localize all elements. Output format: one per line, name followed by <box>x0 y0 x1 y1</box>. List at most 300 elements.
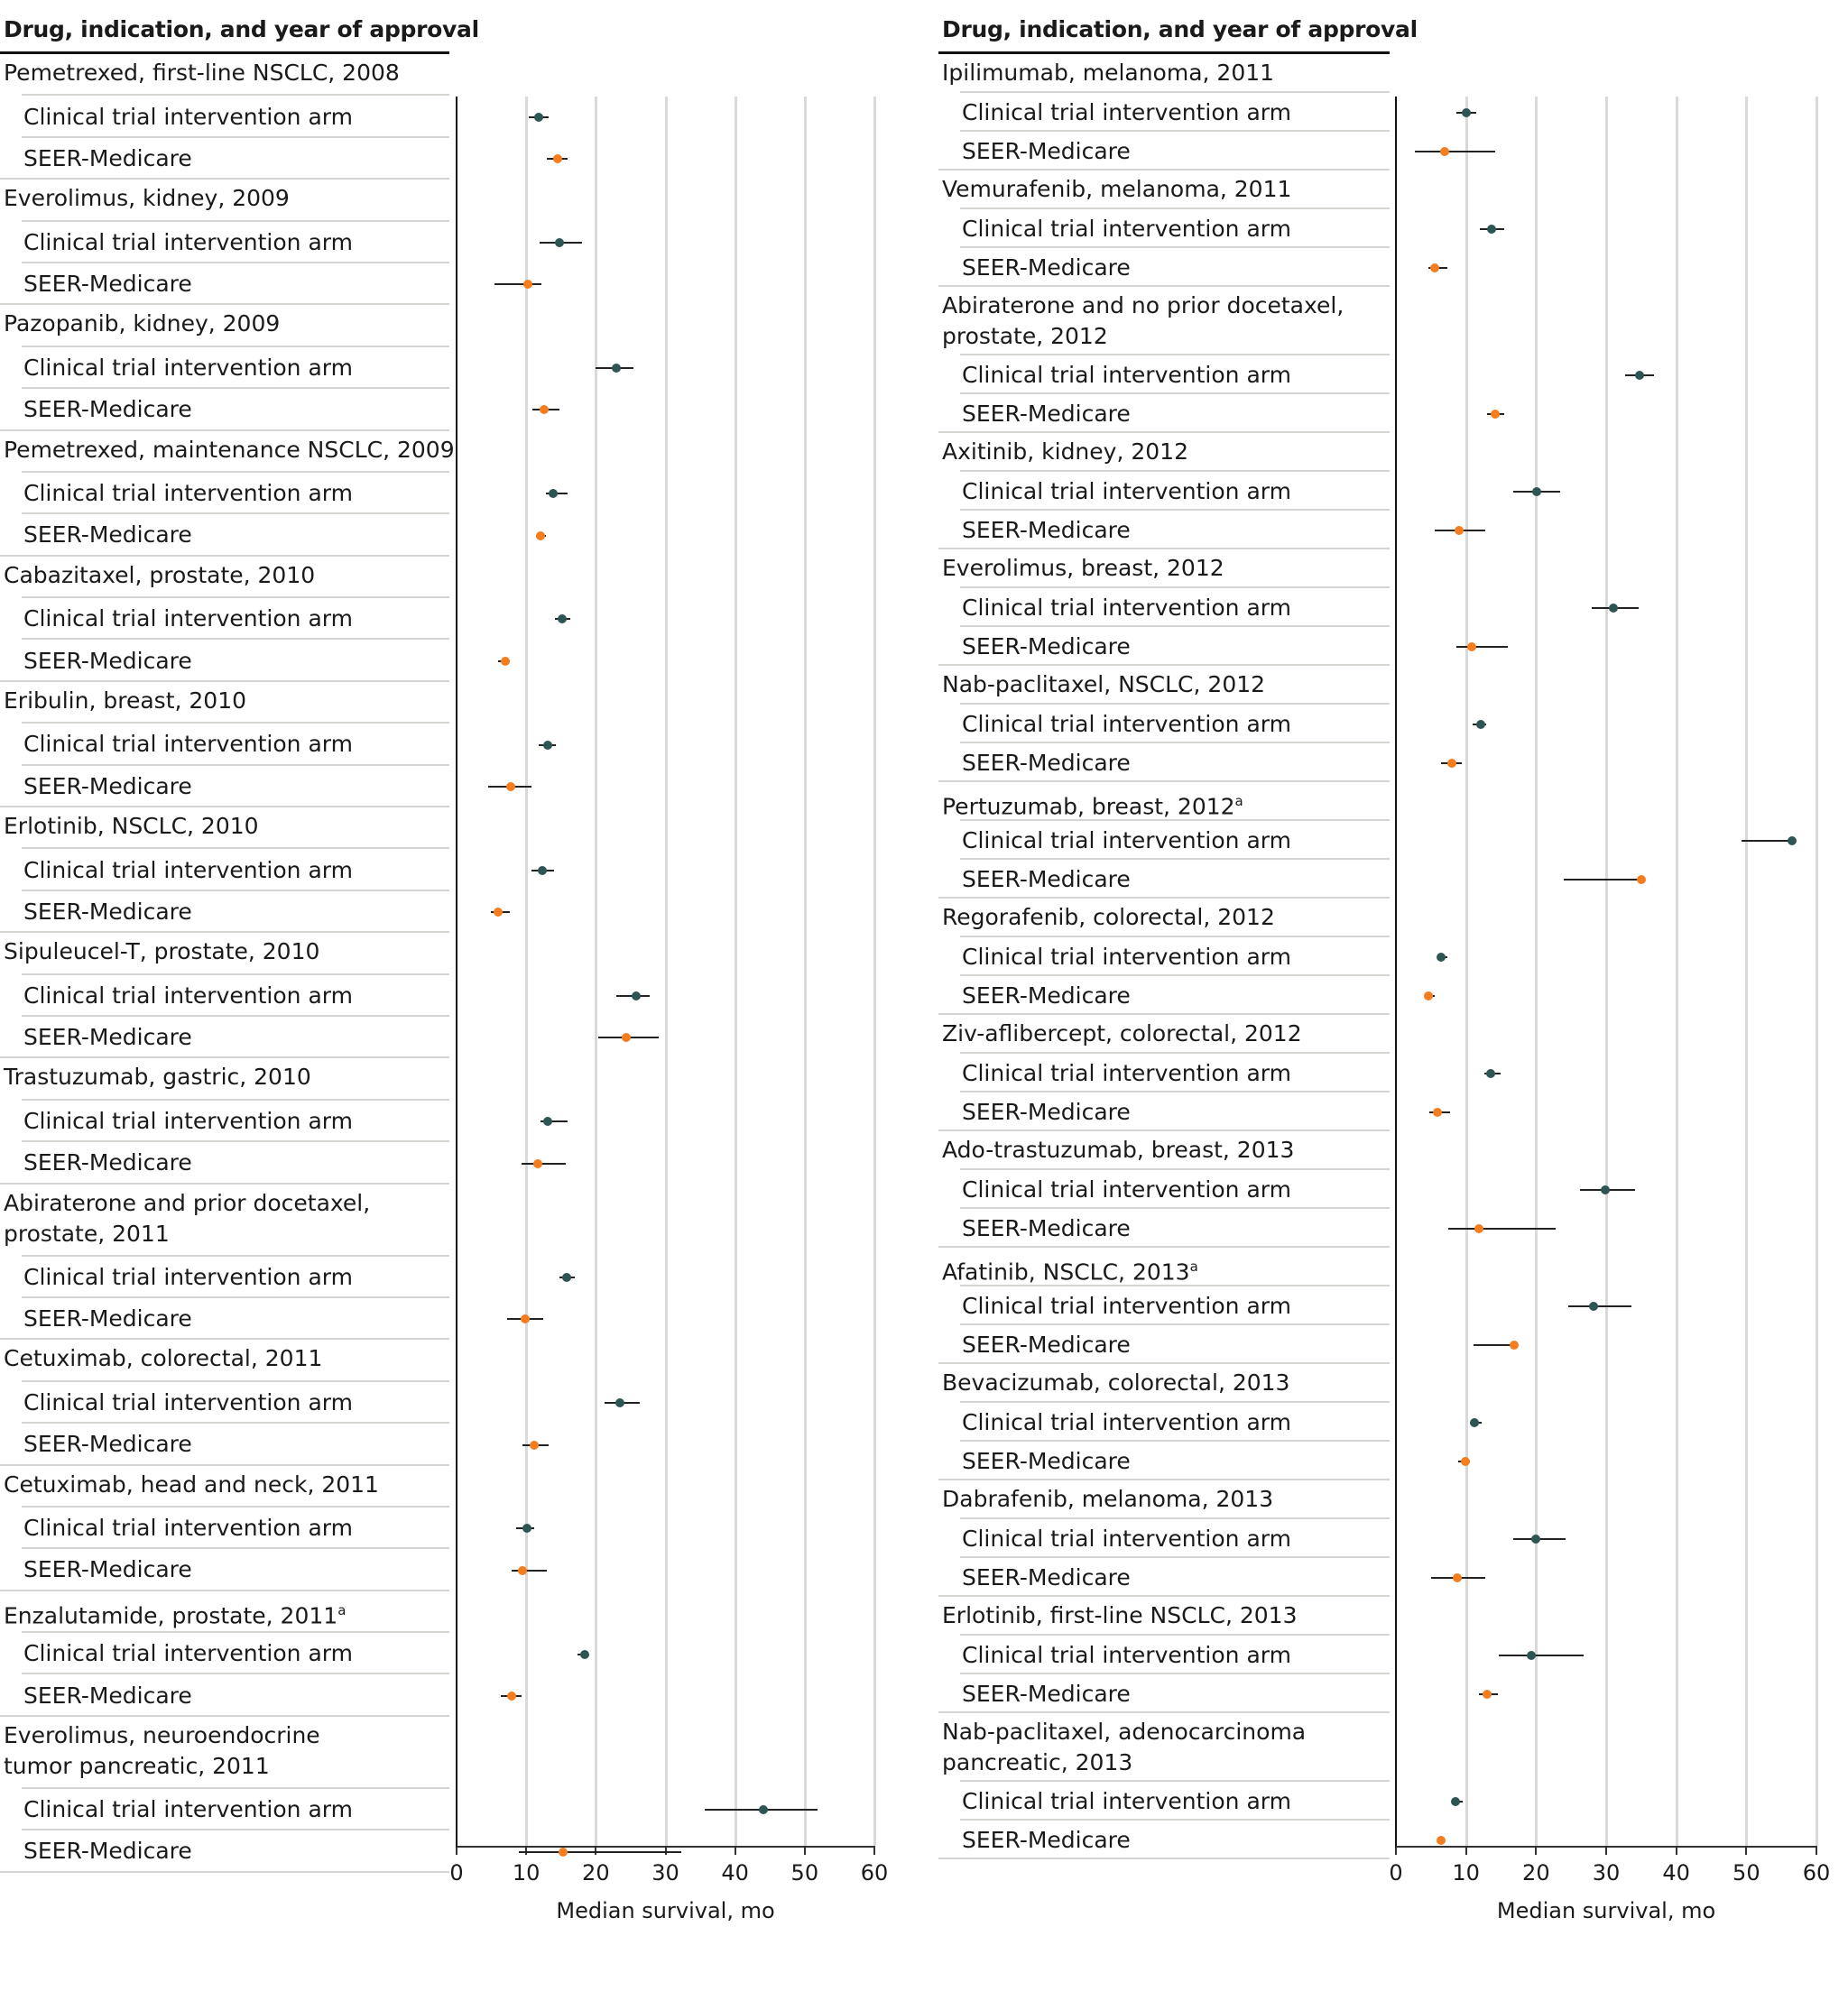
group-label <box>4 811 259 842</box>
gridline <box>1745 97 1748 1846</box>
seer-median-point <box>1637 875 1646 884</box>
gridline <box>525 97 528 1846</box>
arm-label: SEER-Medicare <box>962 1447 1131 1474</box>
row-divider <box>22 596 449 598</box>
row-divider <box>960 1091 1390 1093</box>
row-divider <box>938 1129 1390 1131</box>
arm-label: Clinical trial intervention arm <box>23 1388 353 1415</box>
row-divider <box>22 136 449 138</box>
row-divider <box>0 931 449 933</box>
gridline <box>1816 97 1818 1846</box>
arm-label: Clinical trial intervention arm <box>962 361 1291 388</box>
trial-median-point <box>1532 487 1541 496</box>
trial-median-point <box>1531 1535 1540 1544</box>
row-divider <box>938 1595 1390 1597</box>
arm-label: SEER-Medicare <box>962 1680 1131 1707</box>
arm-label: Clinical trial intervention arm <box>23 605 353 632</box>
trial-median-point <box>1609 604 1618 613</box>
group-label <box>942 786 1243 822</box>
arm-label: SEER-Medicare <box>23 144 192 171</box>
row-divider <box>22 1380 449 1382</box>
arm-label: SEER-Medicare <box>962 1331 1131 1358</box>
arm-label: Clinical trial intervention arm <box>23 982 353 1009</box>
gridline <box>1676 97 1678 1846</box>
trial-median-point <box>1476 720 1485 729</box>
trial-median-point <box>549 489 558 498</box>
row-divider <box>960 1673 1390 1674</box>
arm-label: Clinical trial intervention arm <box>962 1787 1291 1814</box>
row-divider <box>960 130 1390 132</box>
arm-label: SEER-Medicare <box>23 1305 192 1332</box>
group-label-text: Pazopanib, kidney, 2009 <box>4 310 281 337</box>
trial-median-point <box>543 1117 552 1126</box>
row-divider <box>0 1464 449 1466</box>
row-divider <box>960 509 1390 511</box>
axis-tick-label: 20 <box>582 1860 610 1886</box>
seer-median-point <box>1437 1836 1446 1845</box>
confidence-interval <box>1568 1305 1631 1307</box>
arm-label: Clinical trial intervention arm <box>23 354 353 381</box>
confidence-interval <box>1564 879 1640 881</box>
arm-label: Clinical trial intervention arm <box>962 98 1291 125</box>
group-label-text: Everolimus, neuroendocrine <box>4 1721 320 1748</box>
seer-median-point <box>533 1159 542 1168</box>
x-axis-label: Median survival, mo <box>1496 1898 1716 1923</box>
row-divider <box>22 1422 449 1424</box>
trial-median-point <box>1788 836 1797 845</box>
trial-median-point <box>1486 1069 1495 1078</box>
x-axis-line <box>457 1846 874 1848</box>
row-divider <box>938 897 1390 899</box>
row-divider <box>960 974 1390 976</box>
group-label-text: Ziv-aflibercept, colorectal, 2012 <box>942 1020 1302 1046</box>
confidence-interval <box>1499 1655 1584 1656</box>
row-divider <box>22 1099 449 1101</box>
group-label <box>942 902 1275 933</box>
group-label-text: Cabazitaxel, prostate, 2010 <box>4 561 316 588</box>
gridline <box>1605 97 1608 1846</box>
row-divider <box>22 1015 449 1017</box>
group-label <box>4 183 290 214</box>
trial-median-point <box>1635 371 1644 380</box>
row-divider <box>22 94 449 96</box>
row-divider <box>960 1401 1390 1403</box>
arm-label: Clinical trial intervention arm <box>962 826 1291 853</box>
group-label-text: Trastuzumab, gastric, 2010 <box>4 1064 311 1091</box>
seer-median-point <box>1440 147 1449 156</box>
confidence-interval <box>1415 151 1495 152</box>
row-divider <box>22 346 449 347</box>
row-divider <box>0 429 449 431</box>
group-label <box>4 1470 379 1500</box>
row-divider <box>960 1440 1390 1442</box>
arm-label: SEER-Medicare <box>23 271 192 298</box>
arm-label: Clinical trial intervention arm <box>962 710 1291 737</box>
row-divider <box>22 1506 449 1508</box>
row-divider <box>0 680 449 682</box>
arm-label: Clinical trial intervention arm <box>962 1292 1291 1319</box>
seer-median-point <box>507 1692 516 1701</box>
confidence-interval <box>1742 840 1792 842</box>
group-label <box>4 1595 346 1631</box>
row-divider <box>938 1711 1390 1713</box>
axis-tick-label: 60 <box>860 1860 889 1886</box>
axis-tick-label: 30 <box>651 1860 679 1886</box>
column-header: Drug, indication, and year of approval <box>942 16 1418 42</box>
arm-label: SEER-Medicare <box>962 400 1131 427</box>
group-label-text: Ado-trastuzumab, breast, 2013 <box>942 1137 1295 1163</box>
arm-label: SEER-Medicare <box>962 254 1131 281</box>
seer-median-point <box>1453 1573 1462 1582</box>
trial-median-point <box>759 1805 768 1814</box>
group-label <box>4 1062 311 1093</box>
arm-label: Clinical trial intervention arm <box>23 1640 353 1667</box>
row-divider <box>960 246 1390 248</box>
row-divider <box>960 1819 1390 1821</box>
row-divider <box>0 806 449 807</box>
row-divider <box>960 1556 1390 1558</box>
row-divider <box>22 890 449 891</box>
group-label-text: Pemetrexed, maintenance NSCLC, 2009 <box>4 436 455 463</box>
arm-label: SEER-Medicare <box>23 1556 192 1583</box>
arm-label: SEER-Medicare <box>23 1024 192 1051</box>
group-label <box>942 1135 1294 1166</box>
gridline <box>1465 97 1468 1846</box>
group-label-text: Everolimus, kidney, 2009 <box>4 185 290 212</box>
seer-median-point <box>521 1314 530 1323</box>
seer-median-point <box>494 908 503 917</box>
row-divider <box>0 1590 449 1591</box>
group-label-text-line2: tumor pancreatic, 2011 <box>4 1752 270 1779</box>
axis-tick-label: 50 <box>790 1860 819 1886</box>
trial-median-point <box>555 238 564 247</box>
trial-median-point <box>538 866 547 875</box>
row-divider <box>0 1056 449 1058</box>
row-divider <box>22 1140 449 1142</box>
arm-label: SEER-Medicare <box>962 1826 1131 1853</box>
axis-tick-label: 40 <box>721 1860 749 1886</box>
axis-tick-label: 10 <box>512 1860 541 1886</box>
arm-label: SEER-Medicare <box>23 647 192 674</box>
group-label <box>4 435 455 466</box>
trial-median-point <box>612 364 621 373</box>
row-divider <box>0 555 449 557</box>
arm-label: SEER-Medicare <box>23 1149 192 1176</box>
seer-median-point <box>1491 410 1500 419</box>
seer-median-point <box>1467 642 1476 651</box>
row-divider <box>960 1634 1390 1636</box>
axis-tick-label: 30 <box>1592 1860 1621 1886</box>
row-divider <box>22 1829 449 1830</box>
row-divider <box>960 936 1390 937</box>
group-label <box>4 560 315 591</box>
arm-label: Clinical trial intervention arm <box>23 1796 353 1823</box>
group-label <box>942 1019 1302 1049</box>
row-divider <box>960 1285 1390 1286</box>
trial-median-point <box>615 1398 624 1407</box>
footnote-marker: a <box>1189 1259 1198 1275</box>
arm-label: Clinical trial intervention arm <box>962 1408 1291 1435</box>
arm-label: SEER-Medicare <box>23 1431 192 1458</box>
trial-median-point <box>632 991 641 1000</box>
group-label-text: Cetuximab, colorectal, 2011 <box>4 1345 323 1372</box>
arm-label: SEER-Medicare <box>962 516 1131 543</box>
row-divider <box>938 780 1390 782</box>
group-label-text: Pertuzumab, breast, 2012 <box>942 793 1235 820</box>
trial-median-point <box>1451 1797 1460 1806</box>
group-label-text-line2: pancreatic, 2013 <box>942 1749 1133 1775</box>
y-axis-line <box>456 97 457 1848</box>
axis-tick-label: 40 <box>1662 1860 1690 1886</box>
row-divider <box>22 764 449 766</box>
row-divider <box>960 1517 1390 1519</box>
group-label-text: Nab-paclitaxel, NSCLC, 2012 <box>942 671 1266 697</box>
group-label-text-line2: prostate, 2012 <box>942 323 1108 349</box>
row-divider <box>938 1858 1390 1859</box>
seer-median-point <box>1510 1341 1519 1350</box>
row-divider <box>960 1168 1390 1170</box>
axis-tick-label: 50 <box>1732 1860 1760 1886</box>
seer-median-point <box>559 1848 568 1857</box>
seer-median-point <box>1474 1224 1483 1233</box>
group-label-text: Bevacizumab, colorectal, 2013 <box>942 1369 1290 1396</box>
row-divider <box>938 1479 1390 1480</box>
seer-median-point <box>536 531 545 540</box>
trial-median-point <box>1470 1418 1479 1427</box>
seer-median-point <box>1455 526 1464 535</box>
group-label <box>942 290 1344 352</box>
row-divider <box>938 548 1390 549</box>
row-divider <box>22 1673 449 1674</box>
row-divider <box>960 586 1390 588</box>
axis-tick-label: 20 <box>1522 1860 1550 1886</box>
row-divider <box>960 91 1390 93</box>
row-divider <box>960 625 1390 627</box>
row-divider <box>22 220 449 222</box>
row-divider <box>960 1780 1390 1782</box>
row-divider <box>22 1296 449 1298</box>
row-divider <box>960 392 1390 394</box>
group-label-text: Sipuleucel-T, prostate, 2010 <box>4 938 320 965</box>
arm-label: Clinical trial intervention arm <box>962 1525 1291 1552</box>
arm-label: SEER-Medicare <box>23 899 192 925</box>
gridline <box>1535 97 1538 1846</box>
axis-tick-label: 60 <box>1802 1860 1831 1886</box>
arm-label: SEER-Medicare <box>23 1682 192 1709</box>
axis-tick-label: 0 <box>449 1860 464 1886</box>
group-label-text: Abiraterone and no prior docetaxel, <box>942 292 1344 318</box>
arm-label: Clinical trial intervention arm <box>962 1059 1291 1086</box>
confidence-interval <box>1456 646 1508 648</box>
footnote-marker: a <box>337 1601 346 1618</box>
trial-median-point <box>522 1524 531 1533</box>
row-divider <box>960 470 1390 472</box>
group-label-text: Enzalutamide, prostate, 2011 <box>4 1602 338 1628</box>
group-label <box>942 1251 1198 1287</box>
trial-median-point <box>534 113 543 122</box>
row-divider <box>22 1547 449 1549</box>
confidence-interval <box>1474 1344 1514 1346</box>
group-label <box>942 1717 1306 1778</box>
trial-median-point <box>1589 1302 1598 1311</box>
confidence-interval <box>512 1570 547 1572</box>
row-divider <box>0 1338 449 1340</box>
arm-label: Clinical trial intervention arm <box>23 480 353 507</box>
arm-label: SEER-Medicare <box>23 772 192 799</box>
axis-tick-label: 0 <box>1389 1860 1403 1886</box>
row-divider <box>960 703 1390 705</box>
arm-label: SEER-Medicare <box>962 982 1131 1009</box>
row-divider <box>22 847 449 849</box>
row-divider <box>960 742 1390 743</box>
row-divider <box>960 1052 1390 1054</box>
row-divider <box>938 1013 1390 1015</box>
arm-label: SEER-Medicare <box>23 396 192 423</box>
group-label-text-line2: prostate, 2011 <box>4 1220 170 1247</box>
row-divider <box>22 1787 449 1789</box>
row-divider <box>960 207 1390 209</box>
group-label <box>4 1343 322 1374</box>
gridline <box>873 97 876 1846</box>
row-divider <box>22 387 449 389</box>
group-label-text: Eribulin, breast, 2010 <box>4 687 247 714</box>
row-divider <box>938 1362 1390 1364</box>
gridline <box>665 97 668 1846</box>
arm-label: Clinical trial intervention arm <box>23 731 353 758</box>
header-rule <box>0 51 449 54</box>
row-divider <box>938 169 1390 171</box>
group-label-text: Dabrafenib, melanoma, 2013 <box>942 1486 1274 1512</box>
trial-median-point <box>558 614 567 623</box>
gridline <box>804 97 807 1846</box>
group-label <box>4 686 246 716</box>
arm-label: Clinical trial intervention arm <box>962 1176 1291 1203</box>
row-divider <box>22 1255 449 1257</box>
row-divider <box>938 285 1390 287</box>
row-divider <box>938 431 1390 433</box>
group-label <box>942 58 1274 88</box>
trial-median-point <box>1462 108 1471 117</box>
row-divider <box>960 354 1390 355</box>
row-divider <box>960 1323 1390 1325</box>
group-label <box>942 553 1224 584</box>
arm-label: Clinical trial intervention arm <box>23 228 353 255</box>
trial-median-point <box>580 1650 589 1659</box>
y-axis-line <box>1395 97 1397 1848</box>
row-divider <box>0 178 449 180</box>
trial-median-point <box>1527 1651 1536 1660</box>
group-label <box>942 1600 1297 1631</box>
seer-median-point <box>1424 991 1433 1000</box>
row-divider <box>0 1871 449 1873</box>
x-axis-line <box>1396 1846 1816 1848</box>
seer-median-point <box>506 782 515 791</box>
seer-median-point <box>1433 1108 1442 1117</box>
group-label <box>4 1720 320 1782</box>
group-label-text: Pemetrexed, first-line NSCLC, 2008 <box>4 60 400 86</box>
group-label-text: Nab-paclitaxel, adenocarcinoma <box>942 1719 1307 1745</box>
arm-label: Clinical trial intervention arm <box>962 1641 1291 1668</box>
trial-median-point <box>1437 953 1446 962</box>
seer-median-point <box>553 154 562 163</box>
x-axis-label: Median survival, mo <box>556 1898 775 1923</box>
group-label <box>4 58 400 88</box>
arm-label: Clinical trial intervention arm <box>23 103 353 130</box>
row-divider <box>0 303 449 305</box>
group-label-text: Erlotinib, NSCLC, 2010 <box>4 813 259 840</box>
row-divider <box>22 1631 449 1633</box>
confidence-interval <box>494 283 541 285</box>
group-label <box>4 936 319 967</box>
row-divider <box>960 1207 1390 1209</box>
seer-median-point <box>540 405 549 414</box>
group-label-text: Afatinib, NSCLC, 2013 <box>942 1259 1190 1286</box>
row-divider <box>22 512 449 514</box>
group-label-text: Axitinib, kidney, 2012 <box>942 438 1188 465</box>
confidence-interval <box>522 1163 566 1165</box>
group-label <box>942 1484 1273 1515</box>
trial-median-point <box>1487 225 1496 234</box>
row-divider <box>22 471 449 473</box>
arm-label: SEER-Medicare <box>962 749 1131 776</box>
row-divider <box>22 973 449 975</box>
arm-label: Clinical trial intervention arm <box>962 215 1291 242</box>
row-divider <box>960 819 1390 821</box>
row-divider <box>22 722 449 724</box>
arm-label: SEER-Medicare <box>962 1563 1131 1590</box>
confidence-interval <box>519 1851 682 1853</box>
group-label-text: Abiraterone and prior docetaxel, <box>4 1189 371 1216</box>
seer-median-point <box>1430 263 1439 272</box>
seer-median-point <box>1461 1457 1470 1466</box>
group-label <box>4 1188 370 1249</box>
arm-label: SEER-Medicare <box>962 1098 1131 1125</box>
arm-label: SEER-Medicare <box>962 1214 1131 1241</box>
header-rule <box>938 51 1390 54</box>
confidence-interval <box>1448 1228 1556 1230</box>
arm-label: SEER-Medicare <box>962 137 1131 164</box>
row-divider <box>0 1183 449 1185</box>
group-label <box>942 174 1291 205</box>
seer-median-point <box>530 1441 539 1450</box>
group-label <box>942 1368 1289 1398</box>
row-divider <box>0 1715 449 1717</box>
arm-label: Clinical trial intervention arm <box>23 1263 353 1290</box>
group-label <box>4 309 280 339</box>
arm-label: Clinical trial intervention arm <box>962 943 1291 970</box>
arm-label: SEER-Medicare <box>962 865 1131 892</box>
trial-median-point <box>1601 1185 1610 1194</box>
row-divider <box>938 664 1390 666</box>
arm-label: Clinical trial intervention arm <box>23 856 353 883</box>
gridline <box>595 97 597 1846</box>
row-divider <box>938 1246 1390 1248</box>
row-divider <box>22 638 449 640</box>
group-label-text: Regorafenib, colorectal, 2012 <box>942 904 1275 930</box>
group-label-text: Everolimus, breast, 2012 <box>942 555 1224 581</box>
axis-tick-label: 10 <box>1452 1860 1480 1886</box>
footnote-marker: a <box>1234 793 1243 809</box>
seer-median-point <box>1447 759 1456 768</box>
group-label-text: Ipilimumab, melanoma, 2011 <box>942 60 1275 86</box>
arm-label: SEER-Medicare <box>962 632 1131 659</box>
arm-label: SEER-Medicare <box>23 521 192 549</box>
arm-label: Clinical trial intervention arm <box>23 1107 353 1134</box>
arm-label: Clinical trial intervention arm <box>962 477 1291 504</box>
seer-median-point <box>1483 1690 1492 1699</box>
gridline <box>735 97 737 1846</box>
group-label <box>942 669 1265 700</box>
